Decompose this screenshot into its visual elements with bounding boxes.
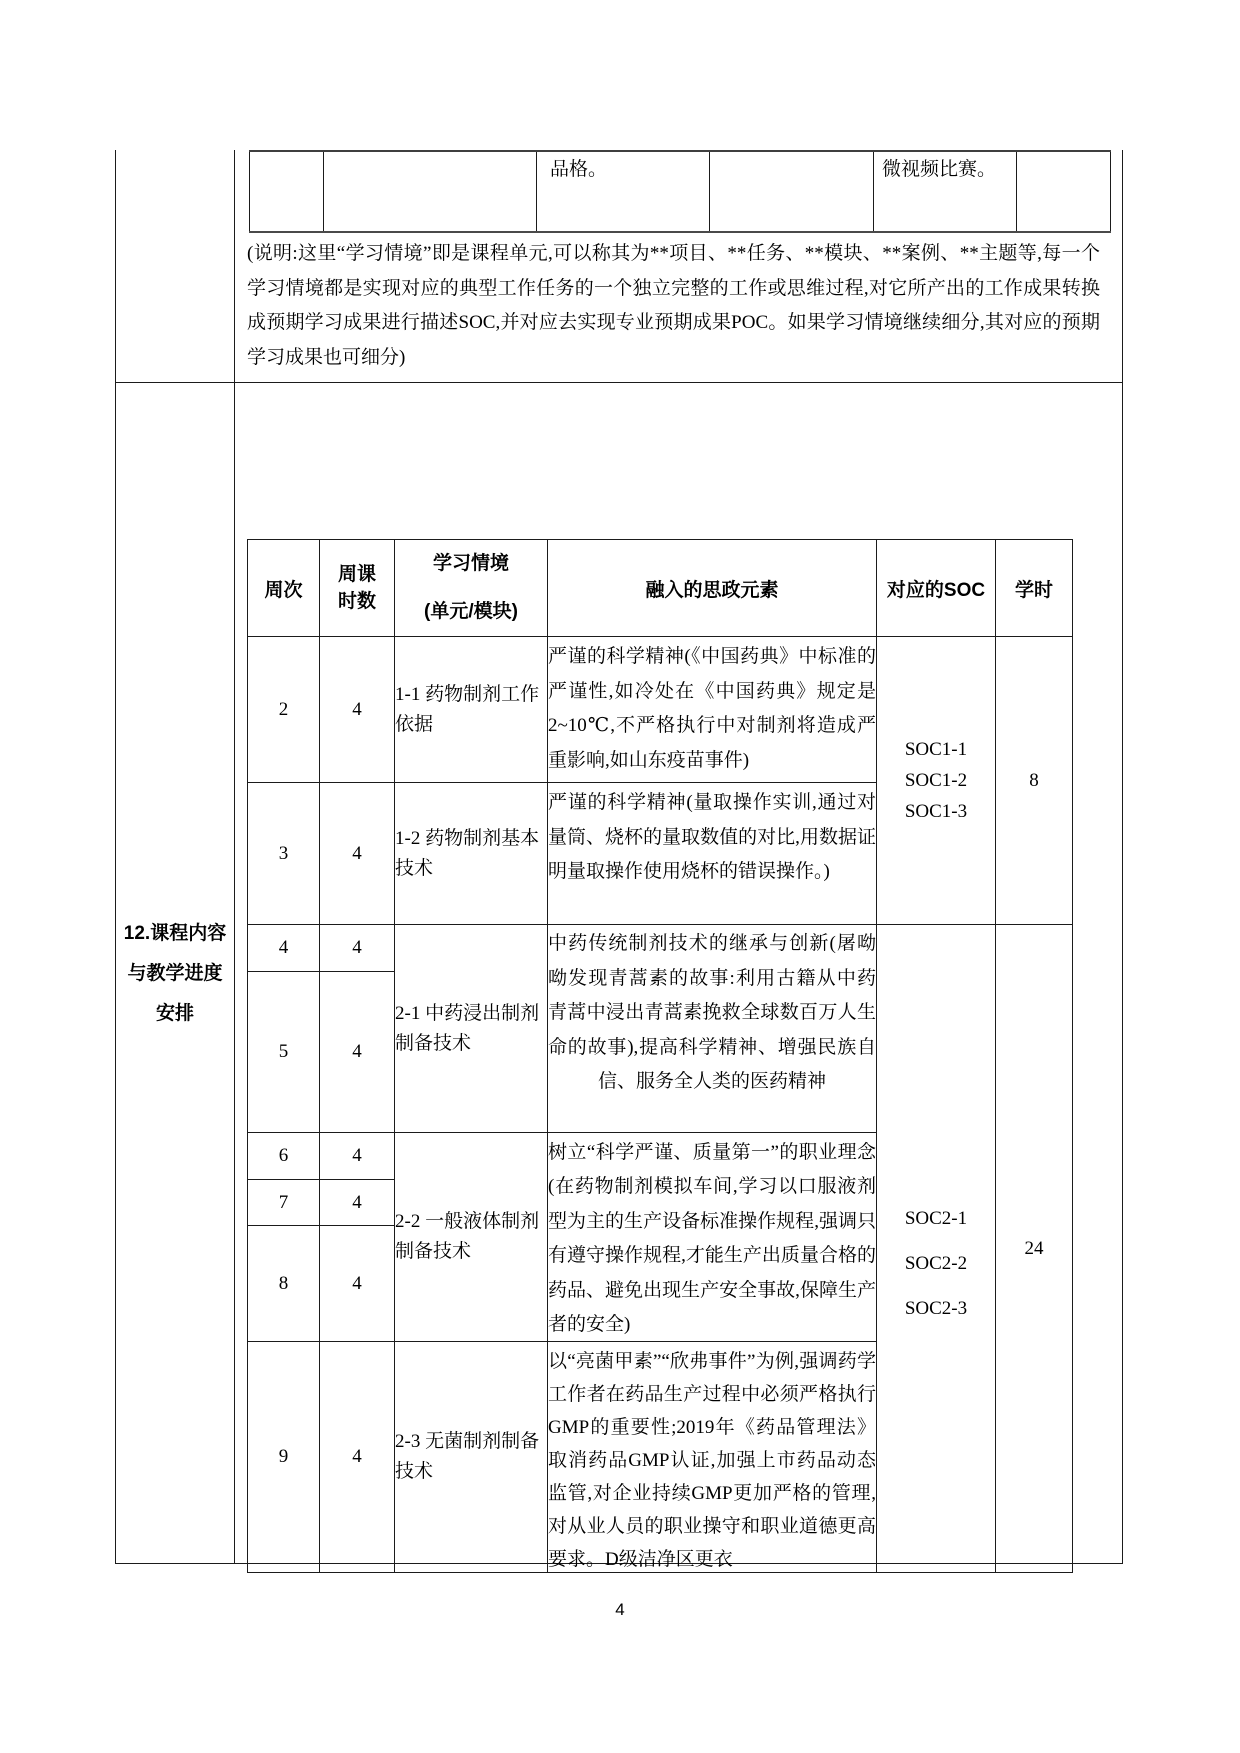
- weekly-hours-cell: 4: [320, 972, 395, 1133]
- header-soc: 对应的SOC: [877, 540, 996, 637]
- continued-table: [249, 150, 1111, 233]
- ideology-cell: 以“亮菌甲素”“欣弗事件”为例,强调药学工作者在药品生产过程中必须严格执行GMP的重要性;2019年《药品管理法》取消药品GMP认证,加强上市药品动态监管,对企业持续GMP更加严格的管理,对从业人员的职业操守和职业道德更高要求。D级洁净区更衣: [548, 1342, 877, 1573]
- header-learning-situation-line2: (单元/模块): [424, 601, 518, 622]
- header-weekly-hours-line1: 周课: [337, 564, 376, 585]
- week-cell: 3: [248, 783, 320, 925]
- soc-cell: SOC1-1 SOC1-2 SOC1-3: [877, 637, 996, 925]
- outer-table-column-divider: [234, 150, 235, 1564]
- week-cell: 5: [248, 972, 320, 1133]
- week-cell: 9: [248, 1342, 320, 1573]
- continued-cell-empty-4: [1016, 152, 1111, 231]
- section-label: 12.课程内容与教学进度安排: [123, 923, 227, 1024]
- outer-table-right-border: [1122, 150, 1123, 1564]
- week-cell: 6: [248, 1133, 320, 1180]
- weekly-hours-cell: 4: [320, 637, 395, 783]
- weekly-hours-cell: 4: [320, 925, 395, 972]
- header-weekly-hours-line2: 时数: [337, 591, 376, 612]
- week-cell: 7: [248, 1180, 320, 1226]
- week-cell: 8: [248, 1226, 320, 1342]
- week-cell: 4: [248, 925, 320, 972]
- weekly-hours-cell: 4: [320, 1180, 395, 1226]
- continued-cell-video: 微视频比赛。: [873, 152, 1016, 231]
- table-row: [248, 637, 1073, 783]
- weekly-hours-cell: 4: [320, 783, 395, 925]
- continued-cell-quality: 品格。: [536, 152, 709, 231]
- unit-cell: 2-3 无菌制剂制备技术: [395, 1342, 548, 1573]
- note-paragraph: (说明:这里“学习情境”即是课程单元,可以称其为**项目、**任务、**模块、**案例、**主题等,每一个学习情境都是实现对应的典型工作任务的一个独立完整的工作或思维过程,对它所产出的工作成果转换成预期学习成果进行描述SOC,并对应去实现专业预期成果POC。如果学习情境继续细分,其对应的预期学习成果也可细分): [247, 243, 1100, 368]
- weekly-hours-cell: 4: [320, 1226, 395, 1342]
- header-row: [248, 540, 1073, 637]
- unit-cell: 1-2 药物制剂基本技术: [395, 783, 548, 925]
- schedule-table: [247, 539, 1073, 1573]
- continued-cell-empty-3: [709, 152, 873, 231]
- weekly-hours-cell: 4: [320, 1133, 395, 1180]
- ideology-cell: 中药传统制剂技术的继承与创新(屠呦呦发现青蒿素的故事:利用古籍从中药青蒿中浸出青蒿素挽救全球数百万人生命的故事),提高科学精神、增强民族自信、服务全人类的医药精神: [548, 925, 877, 1133]
- unit-cell: 2-2 一般液体制剂制备技术: [395, 1133, 548, 1342]
- header-week: 周次: [248, 540, 320, 637]
- table-row: [248, 925, 1073, 972]
- ideology-cell: 严谨的科学精神(量取操作实训,通过对量筒、烧杯的量取数值的对比,用数据证明量取操作使用烧杯的错误操作。): [548, 783, 877, 925]
- header-learning-situation-line1: 学习情境: [432, 553, 509, 574]
- week-cell: 2: [248, 637, 320, 783]
- hours-cell: 8: [996, 637, 1073, 925]
- weekly-hours-cell: 4: [320, 1342, 395, 1573]
- header-ideology-element: 融入的思政元素: [548, 540, 877, 637]
- continued-cell-empty-1: [249, 152, 323, 231]
- ideology-cell: 树立“科学严谨、质量第一”的职业理念(在药物制剂模拟车间,学习以口服液剂型为主的生产设备标准操作规程,强调只有遵守操作规程,才能生产出质量合格的药品、避免出现生产安全事故,保障生产者的安全): [548, 1133, 877, 1342]
- unit-cell: 2-1 中药浸出制剂制备技术: [395, 925, 548, 1133]
- section-label-cell: [116, 383, 234, 1565]
- page-number: 4: [615, 1600, 625, 1619]
- header-weekly-hours: [320, 540, 395, 637]
- soc-cell: SOC2-1 SOC2-2 SOC2-3: [877, 925, 996, 1573]
- outer-row-divider: [115, 382, 1123, 383]
- ideology-cell: 严谨的科学精神(《中国药典》中标准的严谨性,如冷处在《中国药典》规定是2~10℃,不严格执行中对制剂将造成严重影响,如山东疫苗事件): [548, 637, 877, 783]
- header-learning-situation: [395, 540, 548, 637]
- continued-cell-empty-2: [323, 152, 536, 231]
- hours-cell: 24: [996, 925, 1073, 1573]
- unit-cell: 1-1 药物制剂工作依据: [395, 637, 548, 783]
- header-hours: 学时: [996, 540, 1073, 637]
